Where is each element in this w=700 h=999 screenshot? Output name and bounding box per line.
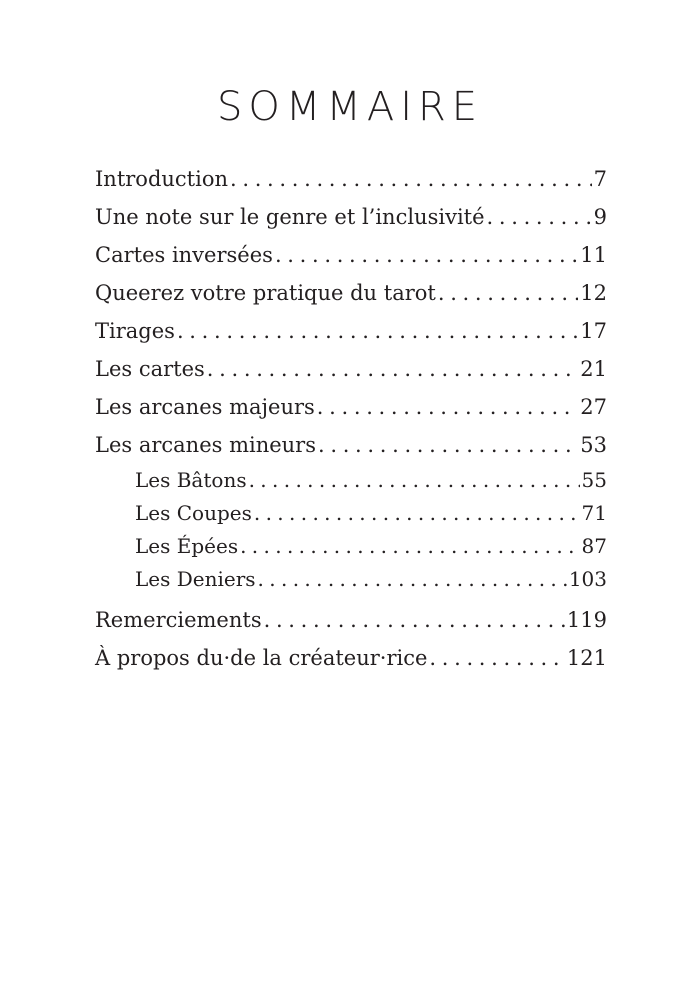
toc-entry-label: Cartes inversées	[95, 243, 273, 267]
toc-entry[interactable]	[95, 639, 607, 677]
toc-subentry[interactable]	[95, 530, 607, 563]
toc-subentry[interactable]	[95, 497, 607, 530]
toc-subentry[interactable]	[95, 464, 607, 497]
toc-entry-page: 17	[580, 319, 607, 343]
dot-leader	[429, 639, 565, 677]
toc-entry-page: 71	[581, 501, 607, 525]
toc-entry[interactable]	[95, 236, 607, 274]
dot-leader	[264, 601, 565, 639]
toc-entry[interactable]	[95, 274, 607, 312]
toc-entry-page: 21	[580, 357, 607, 381]
dot-leader	[249, 464, 580, 497]
toc-entry-label: Une note sur le genre et l’inclusivité	[95, 205, 485, 229]
toc-entry-label: Tirages	[95, 319, 175, 343]
toc-entry-label: À propos du·de la créateur·rice	[95, 646, 428, 670]
dot-leader	[240, 530, 579, 563]
dot-leader	[207, 350, 578, 388]
toc-entry-page: 55	[581, 468, 607, 492]
toc-entry-label: Les cartes	[95, 357, 205, 381]
toc-entry-page: 87	[581, 534, 607, 558]
toc-entry-page: 27	[580, 395, 607, 419]
toc-entry-page: 12	[580, 281, 607, 305]
page-title: SOMMAIRE	[216, 84, 484, 130]
toc-entry[interactable]	[95, 350, 607, 388]
toc-subentry[interactable]	[95, 563, 607, 596]
dot-leader	[275, 236, 578, 274]
toc-entry[interactable]	[95, 160, 607, 198]
toc-entry[interactable]	[95, 312, 607, 350]
toc-entry-label: Queerez votre pratique du tarot	[95, 281, 436, 305]
dot-leader	[177, 312, 578, 350]
toc-entry-label: Les Coupes	[135, 501, 252, 525]
dot-leader	[438, 274, 578, 312]
toc-entry-label: Introduction	[95, 167, 228, 191]
dot-leader	[318, 426, 578, 464]
toc-entry-page: 103	[568, 567, 607, 591]
table-of-contents	[95, 160, 607, 677]
toc-entry-page: 119	[566, 608, 607, 632]
toc-entry-label: Les arcanes majeurs	[95, 395, 315, 419]
dot-leader	[230, 160, 592, 198]
dot-leader	[317, 388, 578, 426]
dot-leader	[487, 198, 592, 236]
toc-entry-page: 11	[580, 243, 607, 267]
toc-entry-label: Remerciements	[95, 608, 262, 632]
toc-entry-label: Les Bâtons	[135, 468, 247, 492]
toc-entry[interactable]	[95, 601, 607, 639]
toc-entry-label: Les Épées	[135, 534, 239, 558]
toc-entry[interactable]	[95, 388, 607, 426]
toc-entry-page: 53	[580, 433, 607, 457]
dot-leader	[258, 563, 567, 596]
toc-entry[interactable]	[95, 426, 607, 464]
toc-entry-page: 121	[566, 646, 607, 670]
toc-entry-page: 9	[593, 205, 607, 229]
dot-leader	[254, 497, 580, 530]
toc-entry-label: Les Deniers	[135, 567, 256, 591]
toc-entry-label: Les arcanes mineurs	[95, 433, 316, 457]
toc-entry-page: 7	[593, 167, 607, 191]
toc-entry[interactable]	[95, 198, 607, 236]
